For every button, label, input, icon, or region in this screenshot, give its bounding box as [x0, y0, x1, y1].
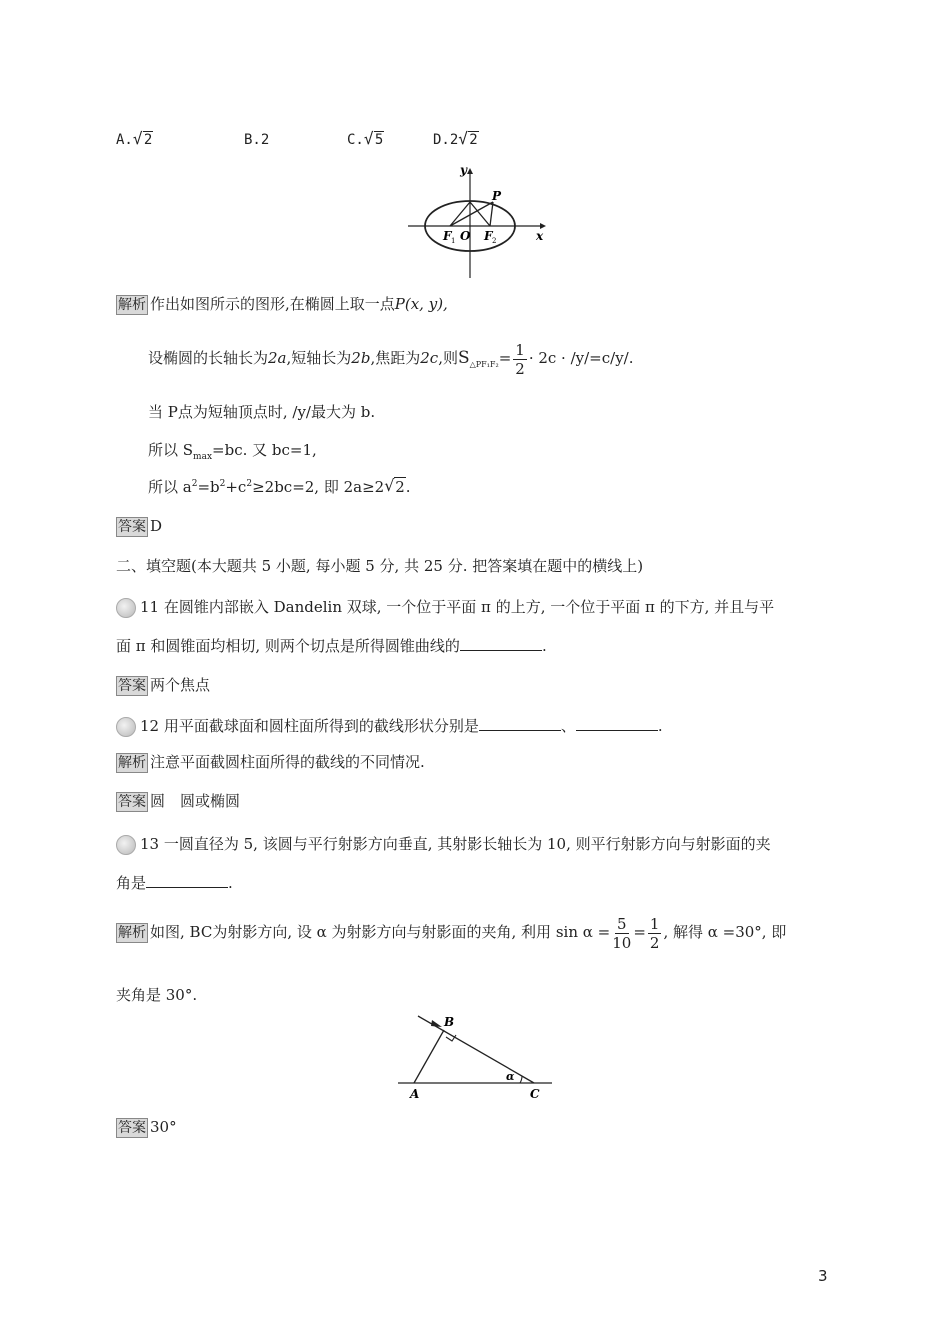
answer-tag: 答案: [118, 519, 146, 535]
q13-line2: 角是 .: [116, 874, 233, 892]
q10-analysis-line3: 当 P点为短轴顶点时, /y/最大为 b.: [148, 403, 376, 421]
q12-answer: 答案 圆 圆或椭圆: [118, 792, 241, 810]
fig2-a-label: A: [410, 1087, 420, 1101]
fig2-alpha-label: α: [506, 1070, 515, 1083]
fig1-f2-sub: 2: [492, 237, 497, 245]
sqrt-symbol: √ 2: [458, 129, 478, 148]
fraction-one-half: $\frac{1}{2}$: [649, 914, 660, 952]
q13-analysis-line1: 解析 如图, BC为射影方向, 设 α 为射影方向与射影面的夹角, 利用 sin α = $\frac{5}{10}$ = $\frac{1}{2}$ , 解得 α =30°, 即: [118, 914, 787, 952]
triangle-figure: [396, 1010, 556, 1102]
fig1-f2-label: F: [484, 229, 493, 243]
q10-analysis-line4: 所以 $S_{max}=bc$. 又 bc=1,: [148, 441, 317, 462]
option-a: [116, 130, 153, 150]
q10-analysis-line5: 所以 $a^2=b^2+c^2\ge 2bc=2$, 即 2a≥2 √ 2.: [148, 476, 411, 496]
q10-analysis-line1: 解析 作出如图所示的图形,在椭圆上取一点P(x, y),: [118, 295, 448, 313]
answer-blank[interactable]: [460, 636, 542, 651]
q13-answer: 答案 30°: [118, 1118, 177, 1136]
fig1-f1-sub: 1: [451, 237, 456, 245]
question-bullet-icon: [116, 598, 136, 618]
section-heading: 二、填空题(本大题共 5 小题, 每小题 5 分, 共 25 分. 把答案填在题中的横线上): [116, 557, 644, 575]
q12-line1: 12 用平面截球面和圆柱面所得到的截线形状分别是 、 .: [116, 716, 663, 737]
fig2-b-label: B: [444, 1015, 455, 1029]
q11-answer: 答案 两个焦点: [118, 676, 211, 694]
ellipse-figure: [400, 160, 550, 284]
answer-blank-2[interactable]: [576, 716, 658, 731]
sqrt-symbol: √ 5: [363, 129, 384, 148]
option-c: C. √ 5: [347, 129, 384, 148]
question-bullet-icon: [116, 835, 136, 855]
fig2-c-label: C: [530, 1087, 540, 1101]
answer-tag: 答案: [118, 794, 146, 810]
answer-tag: 答案: [118, 678, 146, 694]
q13-analysis-line2: 夹角是 30°.: [116, 986, 198, 1004]
answer-tag: 答案: [118, 1120, 146, 1136]
sqrt-symbol: √ 2: [132, 129, 153, 148]
question-bullet-icon: [116, 717, 136, 737]
fig1-p-label: P: [492, 189, 502, 203]
fraction-one-half: $\frac{1}{2}$: [515, 340, 525, 378]
page-number: 3: [818, 1267, 828, 1285]
q12-analysis: 解析 注意平面截圆柱面所得的截线的不同情况.: [118, 753, 425, 771]
q10-analysis-line2: 设椭圆的长轴长为2a,短轴长为2b,焦距为2c,则$S_{\triangle PF_1F_2}=$ $\frac{1}{2}$ · 2c · /y/=c/y/.: [148, 340, 634, 378]
q11-line2: 面 π 和圆锥面均相切, 则两个切点是所得圆锥曲线的 .: [116, 637, 547, 655]
q13-line1: 13 一圆直径为 5, 该圆与平行射影方向垂直, 其射影长轴长为 10, 则平行射影方向与射影面的夹: [116, 834, 771, 855]
option-a-label: A.: [116, 132, 133, 148]
option-d: D.2 √ 2: [433, 129, 478, 148]
option-b: B.2: [244, 132, 270, 148]
fig1-f1-label: F: [443, 229, 452, 243]
answer-blank-1[interactable]: [479, 716, 561, 731]
analysis-tag: 解析: [118, 755, 146, 771]
q11-line1: 11 在圆锥内部嵌入 Dandelin 双球, 一个位于平面 π 的上方, 一个位于平面 π 的下方, 并且与平: [116, 597, 774, 618]
analysis-tag: 解析: [118, 925, 146, 941]
q10-answer: 答案 D: [118, 517, 163, 535]
fig1-o-label: O: [460, 229, 471, 243]
fig1-x-label: x: [536, 229, 544, 243]
fig1-y-label: y: [460, 163, 467, 177]
sqrt-symbol: √ 2: [384, 476, 405, 496]
analysis-tag: 解析: [118, 297, 146, 313]
fraction-five-tenths: $\frac{5}{10}$: [612, 914, 632, 952]
answer-blank[interactable]: [146, 873, 228, 888]
